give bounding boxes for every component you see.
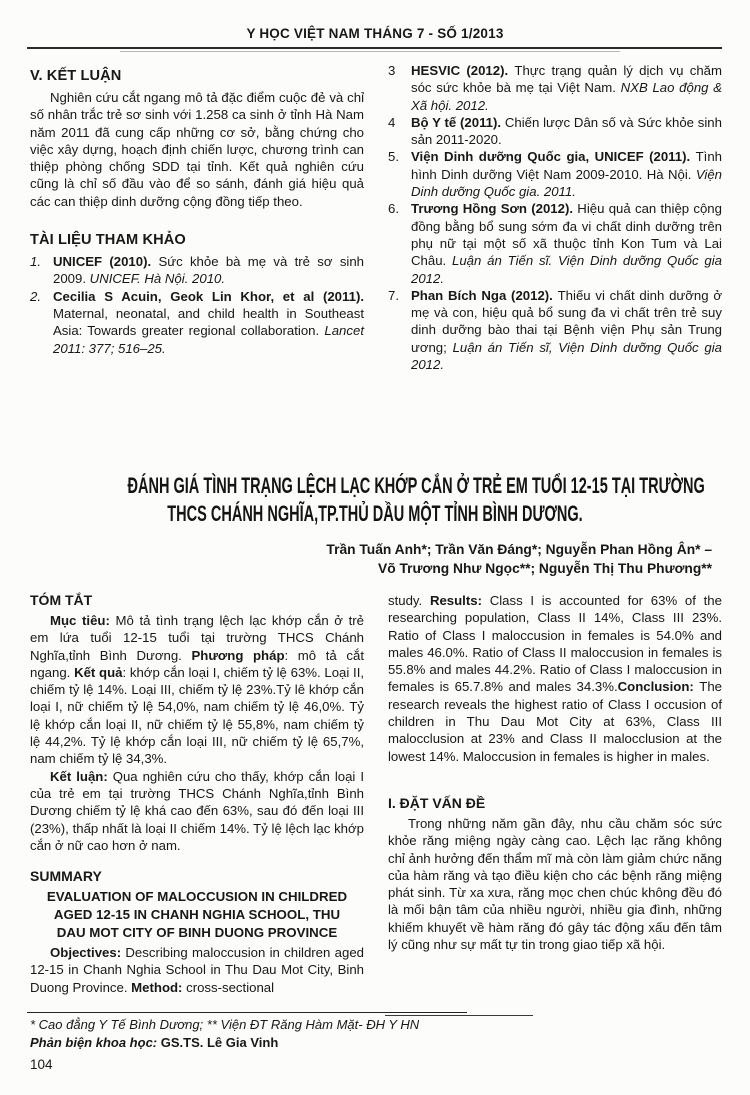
reference-item — [388, 200, 722, 286]
conclusion-paragraph: Nghiên cứu cắt ngang mô tả đặc điểm cuộc đẻ và chỉ số nhân trắc trẻ sơ sinh với 1.258 ca sinh ở tỉnh Hà Nam năm 2011 đã cung cấp những cơ sở, bằng chứng cho việc xây dựng, hoạch định chiến lược, chương trình can thiệp phòng chống SDD tại tỉnh. Kết quả nghiên cứu cũng là chỉ số đầu vào để so sánh, đánh giá hiệu quả các can thiệp dinh dưỡng cộng đồng tiếp theo. — [30, 90, 364, 209]
summary-paragraph: Objectives: Describing maloccusion in children aged 12-15 in Chanh Nghia School in Thu Dau Mot City, Binh Duong Province. Method: cross-sectional — [30, 945, 364, 995]
header-rule-shadow — [120, 51, 620, 52]
reference-item — [388, 287, 722, 373]
article1-right-column — [388, 62, 722, 373]
summary-title-line3: DAU MOT CITY OF BINH DUONG PROVINCE — [56, 925, 338, 941]
reference-text: HESVIC (2012). Thực trạng quản lý dịch vụ chăm sóc sức khỏe bà mẹ tại Việt Nam. NXB Lao động & Xã hội. 2012. — [411, 63, 722, 113]
reference-list-left — [30, 253, 364, 357]
authors-line1: Trần Tuấn Anh*; Trần Văn Đáng*; Nguyễn Phan Hồng Ân* – — [326, 542, 712, 557]
peer-review-line — [30, 1035, 278, 1050]
reference-item — [388, 148, 722, 200]
reference-text: Cecilia S Acuin, Geok Lin Khor, et al (2011). Maternal, neonatal, and child health in Southeast Asia: Towards greater regional collaboration. Lancet 2011: 377; 516–25. — [53, 288, 364, 356]
reference-number: 1. — [30, 254, 41, 270]
affiliation-footnote: * Cao đẳng Y Tế Bình Dương; ** Viện ĐT Răng Hàm Mặt- ĐH Y HN — [30, 1017, 420, 1032]
article2-authors — [0, 541, 712, 578]
reference-item — [30, 288, 364, 357]
reference-number: 7. — [388, 287, 399, 303]
reference-number: 6. — [388, 201, 399, 217]
article2-title-line2: THCS CHÁNH NGHĨA,TP.THỦ DẦU MỘT TỈNH BÌNH DƯƠNG. — [167, 501, 583, 526]
datvande-paragraph: Trong những năm gần đây, nhu cầu chăm sóc sức khỏe răng miệng ngày càng cao. Lệch lạc răng không chỉ ảnh hưởng đến thẩm mĩ mà còn làm giảm chức năng của hàm răng và tạo điều kiện cho các bệnh răng miệng phát sinh. Từ xa xưa, răng mọc chen chúc không đều đó là mối bận tâm của nhiều người, nhiều gia đình, những khiếm khuyết về hàm răng đó gây tác động xấu đến tâm lý cũng như sự mất tự tin trong giao tiếp xã hội. — [388, 815, 722, 953]
reference-item — [30, 253, 364, 288]
reference-item — [388, 62, 722, 114]
reference-list-right — [388, 62, 722, 373]
tomtat-paragraph: Mục tiêu: Mô tả tình trạng lệch lạc khớp cắn ở trẻ em lứa tuổi 12-15 tuổi tại trường THCS Chánh Nghĩa,tỉnh Bình Dương. Phương pháp: mô tả cắt ngang. Kết quả: khớp cắn loại I, chiếm tỷ lệ 63%. Loại II, chiếm tỷ lệ 14%. Loại III, chiếm tỷ lệ 23%.Tỷ lê khớp cắn loại I, nữ chiếm tỷ lệ 54,0%, nam chiếm tỷ lệ 46,0%. Tỷ lệ khớp cắn loại II, nữ chiếm tỷ lệ 55,8%, nam chiếm tỷ lệ 44,2%. Tỷ lệ khớp cắn loại III, nữ chiếm tỷ lệ 65,7%, nam chiếm tỷ lệ 34,3%. — [30, 613, 365, 767]
conclusion-heading: V. KẾT LUẬN — [30, 68, 122, 84]
reference-number: 5. — [388, 149, 399, 165]
reference-number: 2. — [30, 288, 41, 304]
reference-item — [388, 114, 722, 149]
reference-number: 4 — [388, 114, 396, 130]
reference-number: 3 — [388, 63, 396, 78]
summary-title — [30, 888, 364, 942]
datvande-heading: I. ĐẶT VẤN ĐỀ — [388, 794, 486, 811]
peer-review-label: Phản biện khoa học: — [30, 1035, 161, 1050]
article2-title-line1: ĐÁNH GIÁ TÌNH TRẠNG LỆCH LẠC KHỚP CẮN Ở TRẺ EM TUỔI 12-15 TẠI TRƯỜNG — [127, 473, 705, 498]
page-number: 104 — [30, 1057, 53, 1072]
authors-line2: Võ Trương Như Ngọc**; Nguyễn Thị Thu Phương** — [378, 560, 712, 576]
reference-text: Phan Bích Nga (2012). Thiếu vi chất dinh dưỡng ở mẹ và con, hiệu quả bổ sung đa vi chất trên trẻ suy dinh dưỡng bào thai tại Bệnh viện Phụ sản Trung ương; Luận án Tiến sĩ, Viện Dinh dưỡng Quốc gia 2012. — [411, 287, 722, 373]
summary-title-line1: EVALUATION OF MALOCCUSION IN CHILDRED — [46, 889, 348, 905]
spacer — [388, 765, 722, 781]
article2-left-column — [30, 592, 364, 996]
journal-header: Y HỌC VIỆT NAM THÁNG 7 - SỐ 1/2013 — [246, 26, 504, 41]
reference-text: Viện Dinh dưỡng Quốc gia, UNICEF (2011). Tình hình Dinh dưỡng Việt Nam 2009-2010. Hà Nội. Viện Dinh dưỡng Quốc gia. 2011. — [411, 149, 722, 200]
references-heading: TÀI LIỆU THAM KHẢO — [30, 232, 186, 249]
ketluan-paragraph: Kết luận: Qua nghiên cứu cho thấy, khớp cắn loại I của trẻ em tại trường THCS Chánh Nghĩa,tỉnh Bình Dương chiếm tỷ lệ khá cao đến 63%, sau đó đến loại III (23%), thấp nhất là loại II chiếm 14%. Tỷ lệ lệch lạc khớp cắn ở nữ cao hơn ở nam. — [30, 768, 364, 853]
summary-title-line2: AGED 12-15 IN CHANH NGHIA SCHOOL, THU — [53, 907, 341, 923]
reference-text: UNICEF (2010). Sức khỏe bà mẹ và trẻ sơ sinh 2009. UNICEF. Hà Nội. 2010. — [53, 254, 365, 287]
peer-review-name: GS.TS. Lê Gia Vinh — [160, 1035, 279, 1050]
article1-left-column — [30, 62, 364, 373]
spacer — [30, 210, 364, 226]
footnote-rule — [27, 1012, 467, 1013]
article2-title — [0, 472, 750, 528]
article1-section — [30, 62, 722, 373]
reference-text: Trương Hồng Sơn (2012). Hiệu quả can thiệp cộng đồng bằng bổ sung sớm đa vi chất dinh dưỡng trên phụ nữ tại một số xã thuộc tỉnh Kon Tum và Lai Châu. Luận án Tiến sĩ. Viện Dinh dưỡng Quốc gia 2012. — [411, 201, 722, 286]
article2-right-column — [388, 592, 722, 996]
results-paragraph: study. Results: Class I is accounted for 63% of the researching population, Class II 14%, Class III 23%. Ratio of Class I maloccusion in females is 54.0% and males 46.0%. Ratio of Class II maloccusion in females is 55.8% and males 44.2%. Ratio of Class I maloccusion in females is 65.7.8% and males 34.3%.Conclusion: The research reveals the highest ratio of Class I occusion of children in Thu Dau Mot City at 63%, Class III malocclusion at 23% and Class II malocclusion at the lowest 14%. Maloccusion in females is higher in males. — [388, 593, 722, 764]
header-rule — [27, 47, 722, 49]
summary-heading: SUMMARY — [30, 868, 102, 885]
reference-text: Bộ Y tế (2011). Chiến lược Dân số và Sức khỏe sinh sản 2011-2020. — [411, 114, 722, 148]
footnote-rule-segment — [385, 1015, 533, 1016]
article2-section — [30, 592, 722, 996]
tomtat-heading: TÓM TẮT — [30, 592, 93, 608]
